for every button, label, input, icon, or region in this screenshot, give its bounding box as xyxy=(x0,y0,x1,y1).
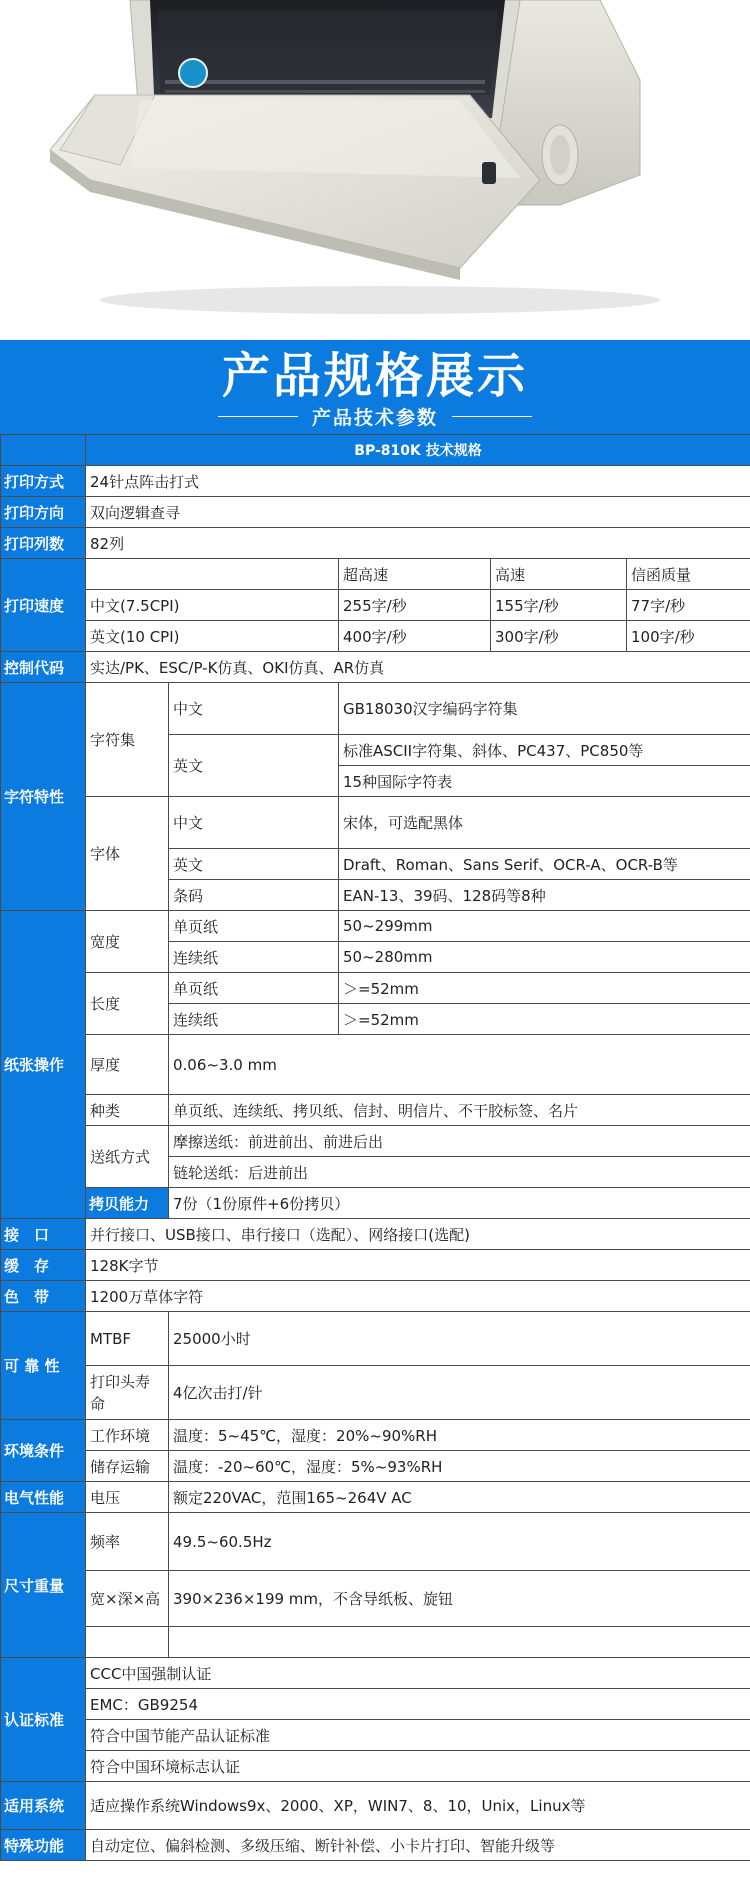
charset-cn-value: GB18030汉字编码字符集 xyxy=(339,683,750,735)
env-work-value: 温度：5~45℃，湿度：20%~90%RH xyxy=(169,1420,750,1451)
speed-row-name: 中文(7.5CPI) xyxy=(86,590,339,621)
dims-label: 宽×深×高 xyxy=(86,1571,169,1627)
printer-illustration xyxy=(0,0,750,340)
voltage-label: 电压 xyxy=(86,1482,169,1513)
interface-value: 并行接口、USB接口、串行接口（选配）、网络接口(选配) xyxy=(86,1219,750,1250)
special-value: 自动定位、偏斜检测、多级压缩、断针补偿、小卡片打印、智能升级等 xyxy=(86,1830,750,1861)
freq-label: 频率 xyxy=(86,1513,169,1571)
row-label-size-weight: 尺寸重量 xyxy=(1,1513,86,1658)
row-label-char-features: 字符特性 xyxy=(1,683,86,911)
paper-length-cont-value: ＞=52mm xyxy=(339,1004,750,1035)
cert-item: EMC：GB9254 xyxy=(86,1689,750,1720)
speed-value: 255字/秒 xyxy=(339,590,491,621)
print-columns-value: 82列 xyxy=(86,528,750,559)
row-label-electrical: 电气性能 xyxy=(1,1482,86,1513)
paper-thickness-label: 厚度 xyxy=(86,1035,169,1095)
voltage-value: 额定220VAC，范围165~264V AC xyxy=(169,1482,750,1513)
row-label-print-speed: 打印速度 xyxy=(1,559,86,652)
speed-value xyxy=(491,590,750,621)
row-label-print-method: 打印方式 xyxy=(1,466,86,497)
print-method-value: 24针点阵击打式 xyxy=(86,466,750,497)
row-label-copy: 拷贝能力 xyxy=(86,1188,169,1219)
env-store-value: 温度：-20~60℃，湿度：5%~93%RH xyxy=(169,1451,750,1482)
head-life-label: 打印头寿命 xyxy=(86,1366,169,1420)
speed-value: 77字/秒 xyxy=(631,596,686,615)
paper-length-single-value: ＞=52mm xyxy=(339,973,750,1004)
head-life-value: 4亿次击打/针 xyxy=(169,1366,750,1420)
row-label-paper: 纸张操作 xyxy=(1,911,86,1219)
paper-types-value: 单页纸、连续纸、拷贝纸、信封、明信片、不干胶标签、名片 xyxy=(169,1095,750,1126)
cert-item: 符合中国节能产品认证标准 xyxy=(86,1720,750,1751)
paper-width-single-label: 单页纸 xyxy=(169,911,339,942)
logo-sticker-icon xyxy=(179,59,207,87)
font-en-label: 英文 xyxy=(169,849,339,880)
row-label-reliability: 可 靠 性 xyxy=(1,1312,86,1420)
dims-value: 390×236×199 mm，不含导纸板、旋钮 xyxy=(169,1571,750,1627)
mtbf-label: MTBF xyxy=(86,1312,169,1366)
speed-value: 155字/秒 xyxy=(491,590,627,620)
product-photo xyxy=(0,0,750,340)
charset-en-value: 标准ASCII字符集、斜体、PC437、PC850等 xyxy=(339,735,750,766)
env-store-label: 储存运输 xyxy=(86,1451,169,1482)
speed-header: 高速 xyxy=(491,559,627,589)
row-label-ribbon: 色 带 xyxy=(1,1281,86,1312)
paper-feed-value: 链轮送纸：后进前出 xyxy=(169,1157,750,1188)
paper-width-label: 宽度 xyxy=(86,911,169,973)
speed-value: 400字/秒 xyxy=(339,621,491,652)
paper-feed-label: 送纸方式 xyxy=(86,1126,169,1188)
copy-value: 7份（1份原件+6份拷贝） xyxy=(169,1188,750,1219)
speed-value: 300字/秒 xyxy=(491,621,627,651)
row-label-special: 特殊功能 xyxy=(1,1830,86,1861)
row-label-os: 适用系统 xyxy=(1,1782,86,1830)
paper-types-label: 种类 xyxy=(86,1095,169,1126)
font-barcode-label: 条码 xyxy=(169,880,339,911)
print-direction-value: 双向逻辑查寻 xyxy=(86,497,750,528)
row-label-control-code: 控制代码 xyxy=(1,652,86,683)
row-label-print-direction: 打印方向 xyxy=(1,497,86,528)
charset-en-value: 15种国际字符表 xyxy=(339,766,750,797)
mtbf-value: 25000小时 xyxy=(169,1312,750,1366)
speed-header: 超高速 xyxy=(339,559,491,590)
font-cn-label: 中文 xyxy=(169,797,339,849)
speed-value: 100字/秒 xyxy=(631,627,695,646)
speed-row-name: 英文(10 CPI) xyxy=(86,621,339,652)
cert-item: 符合中国环境标志认证 xyxy=(86,1751,750,1782)
cert-item: CCC中国强制认证 xyxy=(86,1658,750,1689)
spec-table xyxy=(0,434,750,1861)
paper-feed-value: 摩擦送纸：前进前出、前进后出 xyxy=(169,1126,750,1157)
freq-value: 49.5~60.5Hz xyxy=(169,1513,750,1571)
font-cn-value: 宋体，可选配黑体 xyxy=(339,797,750,849)
paper-thickness-value: 0.06~3.0 mm xyxy=(169,1035,750,1095)
font-label: 字体 xyxy=(86,797,169,911)
paper-width-single-value: 50~299mm xyxy=(339,911,750,942)
env-work-label: 工作环境 xyxy=(86,1420,169,1451)
ribbon-value: 1200万草体字符 xyxy=(86,1281,750,1312)
font-en-value: Draft、Roman、Sans Serif、OCR-A、OCR-B等 xyxy=(339,849,750,880)
charset-label: 字符集 xyxy=(86,683,169,797)
divider-right xyxy=(452,416,532,417)
speed-header xyxy=(491,559,750,590)
row-label-certification: 认证标准 xyxy=(1,1658,86,1782)
charset-en-label: 英文 xyxy=(169,735,339,797)
divider-left xyxy=(218,416,298,417)
row-label-buffer: 缓 存 xyxy=(1,1250,86,1281)
paper-width-cont-value: 50~280mm xyxy=(339,942,750,973)
os-value: 适应操作系统Windows9x、2000、XP，WIN7、8、10，Unix，Linux等 xyxy=(86,1782,750,1830)
charset-cn-label: 中文 xyxy=(169,683,339,735)
row-label-print-columns: 打印列数 xyxy=(1,528,86,559)
banner-title: 产品规格展示 xyxy=(221,348,528,404)
paper-length-label: 长度 xyxy=(86,973,169,1035)
control-code-value: 实达/PK、ESC/P-K仿真、OKI仿真、AR仿真 xyxy=(86,652,750,683)
table-title: BP-810K 技术规格 xyxy=(86,435,750,466)
font-barcode-value: EAN-13、39码、128码等8种 xyxy=(339,880,750,911)
paper-length-cont-label: 连续纸 xyxy=(169,1004,339,1035)
speed-value xyxy=(491,621,750,652)
buffer-value: 128K字节 xyxy=(86,1250,750,1281)
panel-button-icon xyxy=(482,162,496,184)
row-label-environment: 环境条件 xyxy=(1,1420,86,1482)
row-label-interface: 接 口 xyxy=(1,1219,86,1250)
speed-header: 信函质量 xyxy=(631,565,692,584)
banner-subtitle: 产品技术参数 xyxy=(311,406,438,429)
paper-length-single-label: 单页纸 xyxy=(169,973,339,1004)
spec-banner xyxy=(0,340,750,434)
paper-width-cont-label: 连续纸 xyxy=(169,942,339,973)
